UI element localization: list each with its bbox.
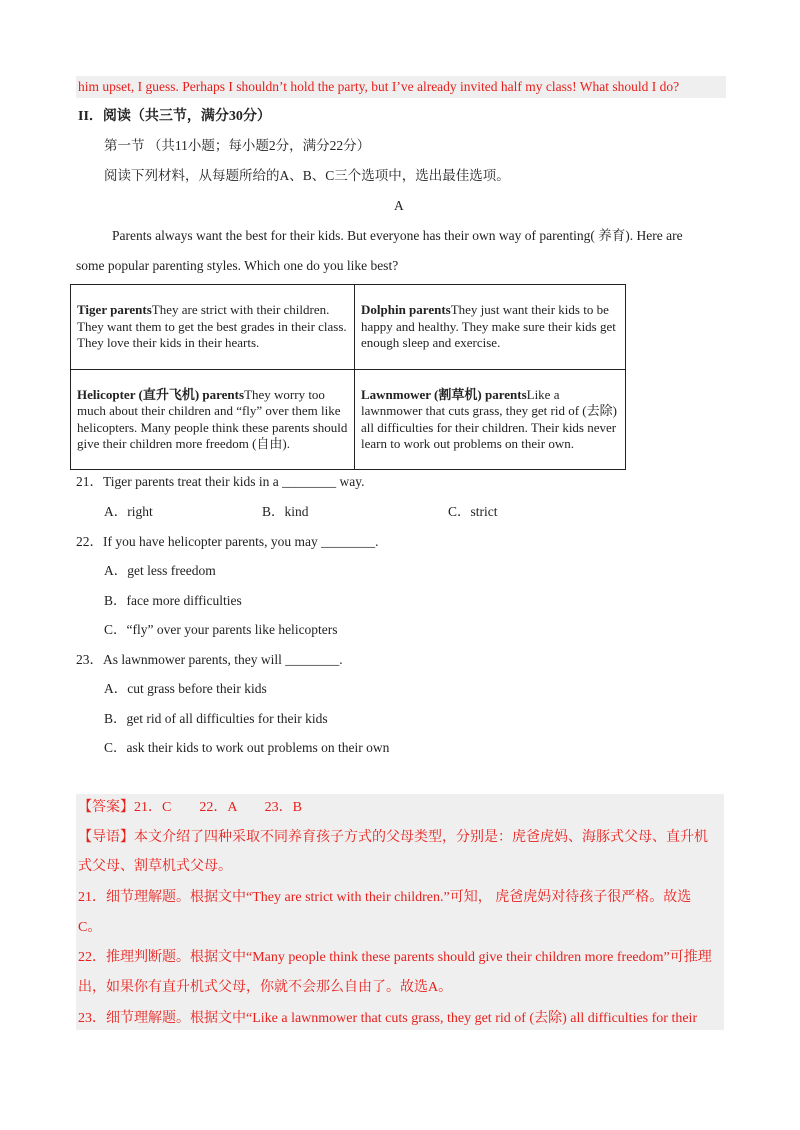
explanation-21-line-1: 21．细节理解题。根据文中“They are strict with their children.”可知， 虎爸虎妈对待孩子很严格。故选 (78, 890, 692, 905)
intro-line-2: some popular parenting styles. Which one do you like best? (76, 258, 399, 273)
tiger-name: Tiger parents (77, 302, 152, 318)
question-21-option-c: C．strict (448, 504, 498, 519)
question-22-option-b: B．face more difficulties (104, 593, 242, 608)
table-cell-helicopter (71, 369, 354, 469)
instruction-text: 阅读下列材料，从每题所给的A、B、C三个选项中，选出最佳选项。 (104, 168, 510, 183)
previous-page-continuation: him upset, I guess. Perhaps I shouldn’t hold the party, but I’ve already invited half my class! What should I do? (76, 76, 726, 98)
guide-line-2: 式父母、割草机式父母。 (78, 859, 232, 874)
question-22-stem: 22．If you have helicopter parents, you may ________. (76, 534, 379, 549)
question-23-option-a: A．cut grass before their kids (104, 681, 267, 696)
question-21-option-a: A．right (104, 504, 153, 519)
question-21-option-b: B．kind (262, 504, 309, 519)
table-cell-tiger (71, 285, 354, 369)
question-23-stem: 23．As lawnmower parents, they will ________. (76, 652, 343, 667)
table-cell-lawnmower (354, 369, 625, 469)
guide-line-1: 【导语】本文介绍了四种采取不同养育孩子方式的父母类型，分别是：虎爸虎妈、海豚式父母、直升机 (78, 830, 708, 845)
dolphin-name: Dolphin parents (361, 302, 451, 318)
question-23-option-b: B．get rid of all difficulties for their kids (104, 711, 328, 726)
question-21-stem: 21．Tiger parents treat their kids in a ________ way. (76, 474, 365, 489)
explanation-23-line-1: 23．细节理解题。根据文中“Like a lawnmower that cuts grass, they get rid of (去除) all difficulties for their (78, 1011, 698, 1026)
table-cell-dolphin (354, 285, 625, 369)
lawnmower-name: Lawnmower (割草机) parents (361, 386, 527, 402)
lawnmower-text: Like a lawnmower that cuts grass, they get rid of (去除) all difficulties for their children. Their kids never learn to work out problems on their own. (361, 386, 617, 451)
intro-line-1: Parents always want the best for their kids. But everyone has their own way of parenting( 养育). Here are (112, 228, 683, 243)
explanation-22-line-1: 22．推理判断题。根据文中“Many people think these parents should give their children more freedom”可推理 (78, 950, 712, 965)
tiger-text: They are strict with their children. They want them to get the best grades in their class. They love their kids in their hearts. (77, 302, 347, 351)
helicopter-name: Helicopter (直升飞机) parents (77, 386, 245, 402)
dolphin-text: They just want their kids to be happy and healthy. They make sure their kids get enough sleep and exercise. (361, 302, 616, 351)
answer-key: 【答案】21．C 22．A 23．B (78, 800, 303, 815)
question-22-option-c: C．“fly” over your parents like helicopters (104, 622, 338, 637)
part-heading: 第一节 （共11小题；每小题2分，满分22分） (104, 138, 371, 153)
explanation-21-line-2: C。 (78, 920, 102, 935)
question-22-option-a: A．get less freedom (104, 563, 216, 578)
question-23-option-c: C．ask their kids to work out problems on their own (104, 740, 390, 755)
explanation-22-line-2: 出，如果你有直升机式父母，你就不会那么自由了。故选A。 (78, 980, 453, 995)
section-heading: II．阅读（共三节，满分30分） (78, 109, 271, 124)
passage-letter: A (394, 198, 404, 213)
helicopter-text: They worry too much about their children and “fly” over them like helicopters. Many people think these parents should give their children more freedom (自由). (77, 386, 348, 451)
parenting-styles-table (70, 284, 626, 470)
